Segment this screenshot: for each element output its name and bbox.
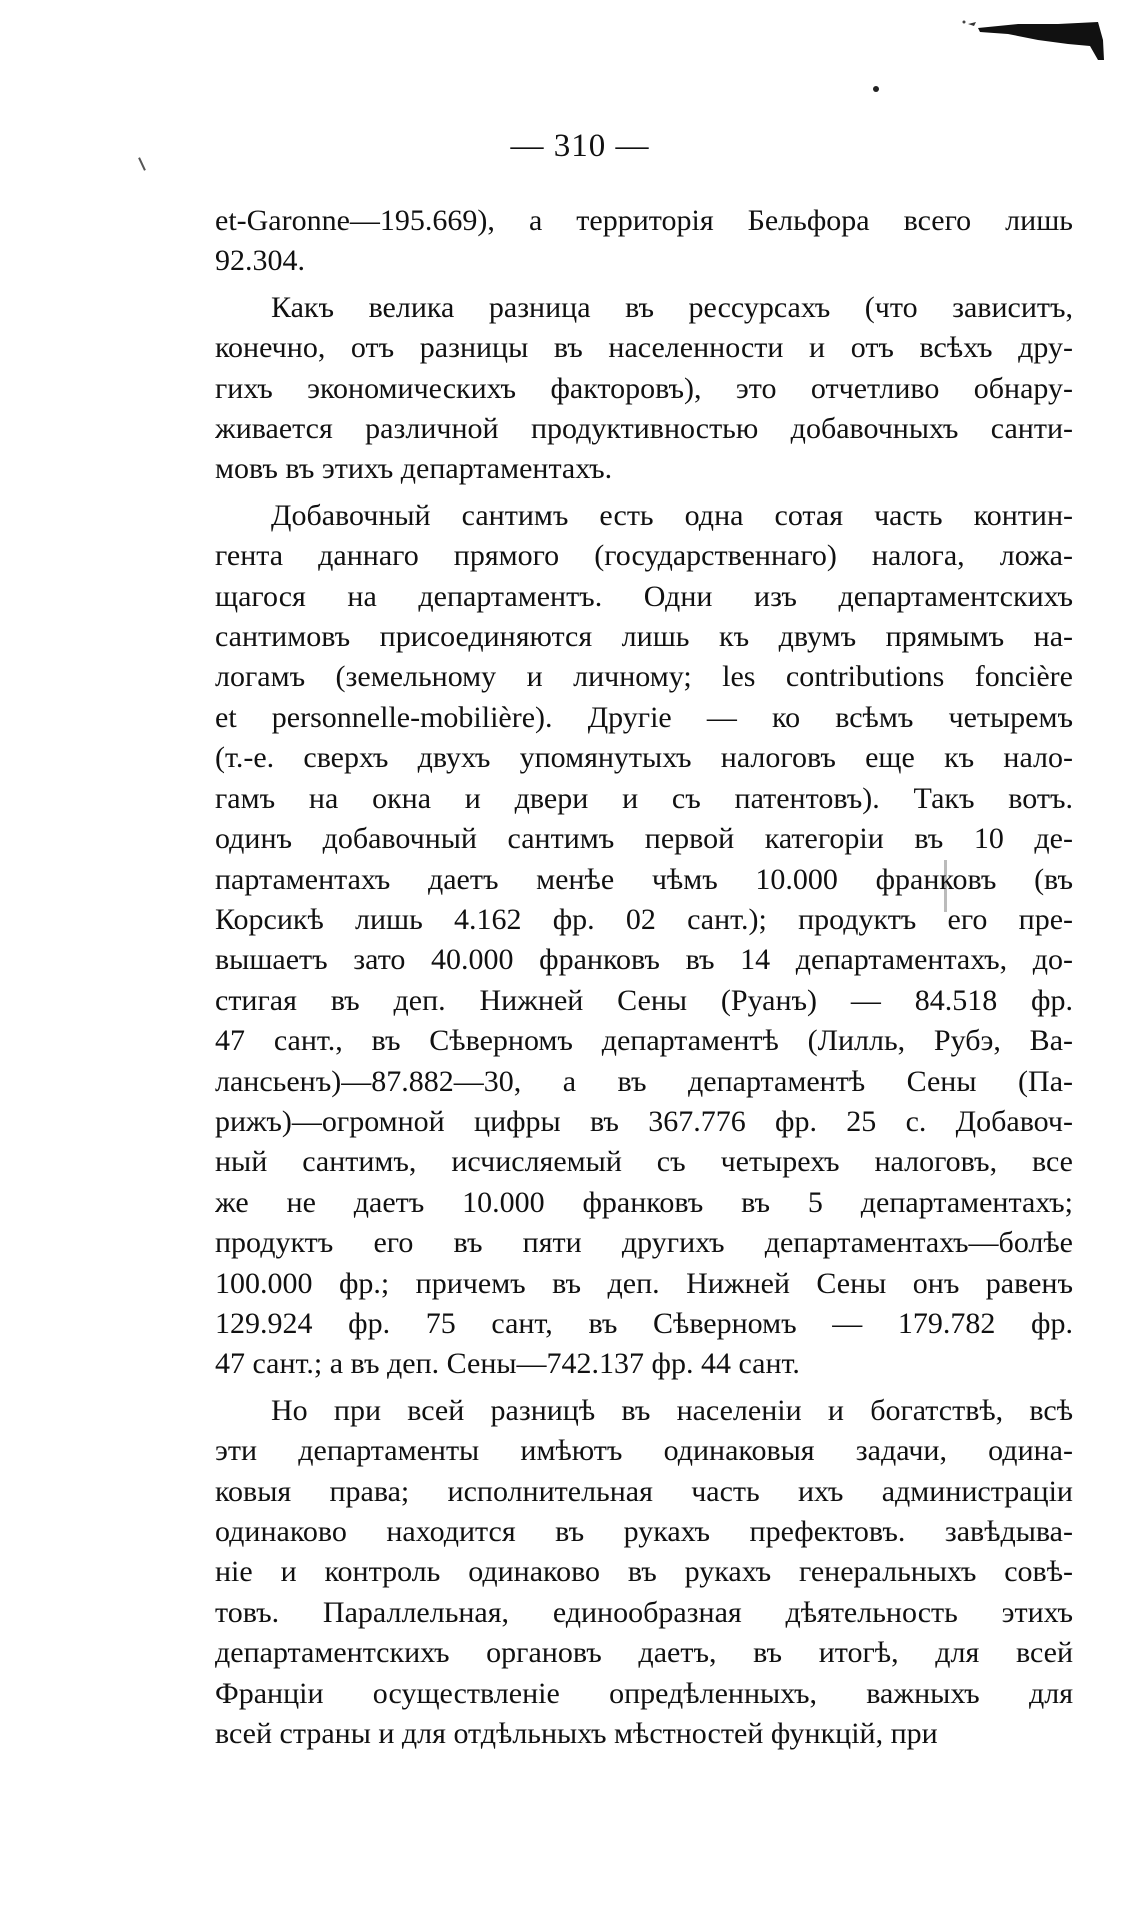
paragraph	[215, 1391, 1073, 1755]
scan-artifact-mark	[958, 10, 1108, 65]
text-line: вышаетъ зато 40.000 франковъ въ 14 департаментахъ, до-	[215, 943, 1073, 977]
text-line: мовъ въ этихъ департаментахъ.	[215, 452, 613, 486]
text-line: (т.-е. сверхъ двухъ упомянутыхъ налоговъ еще къ нало-	[215, 741, 1073, 775]
text-line: гамъ на окна и двери и съ патентовъ). Такъ вотъ.	[215, 781, 1073, 815]
text-line: одинаково находится въ рукахъ префектовъ. завѣдыва-	[215, 1515, 1073, 1548]
text-line: конечно, отъ разницы въ населенности и отъ всѣхъ дру-	[215, 331, 1073, 365]
text-line: стигая въ деп. Нижней Сены (Руанъ) — 84.518 фр.	[215, 983, 1073, 1017]
text-line: одинъ добавочный сантимъ первой категоріи въ 10 де-	[215, 822, 1073, 856]
text-line: ковыя права; исполнительная часть ихъ администраціи	[215, 1474, 1073, 1508]
text-line: рижъ)—огромной цифры въ 367.776 фр. 25 с. Добавоч-	[215, 1104, 1073, 1138]
text-line: гента даннаго прямого (государственнаго) налога, ложа-	[215, 539, 1073, 573]
text-line: 92.304.	[215, 244, 305, 278]
text-line: et personnelle-mobilière). Другіе — ко всѣмъ четыремъ	[215, 700, 1073, 734]
text-line: 47 сант., въ Сѣверномъ департаментѣ (Лилль, Рубэ, Ва-	[215, 1024, 1073, 1058]
text-line: продуктъ его въ пяти другихъ департаментахъ—болѣе	[215, 1226, 1073, 1260]
text-line: гихъ экономическихъ факторовъ), это отчетливо обнару-	[215, 371, 1073, 405]
paragraph	[215, 201, 1073, 282]
text-line: 100.000 фр.; причемъ въ деп. Нижней Сены онъ равенъ	[215, 1266, 1073, 1300]
paragraph	[215, 288, 1073, 490]
text-line: 47 сант.; а въ деп. Сены—742.137 фр. 44 сант.	[215, 1347, 800, 1381]
text-line: департаментскихъ органовъ даетъ, въ итогѣ, для всей	[215, 1636, 1073, 1670]
body-text	[215, 201, 1073, 1754]
text-line: товъ. Параллельная, единообразная дѣятельность этихъ	[215, 1595, 1073, 1629]
text-line: 129.924 фр. 75 сант, въ Сѣверномъ — 179.782 фр.	[215, 1306, 1073, 1340]
text-line: всей страны и для отдѣльныхъ мѣстностей функцій, при	[215, 1717, 938, 1751]
text-line: сантимовъ присоединяются лишь къ двумъ прямымъ на-	[215, 620, 1073, 654]
text-line: Но при всей разницѣ въ населеніи и богатствѣ, всѣ	[271, 1393, 1073, 1427]
text-line: Франціи осуществленіе опредѣленныхъ, важныхъ для	[215, 1676, 1073, 1710]
text-line: эти департаменты имѣютъ одинаковыя задачи, одина-	[215, 1434, 1073, 1468]
text-line: Какъ велика разница въ рессурсахъ (что зависитъ,	[271, 290, 1073, 324]
text-line: Добавочный сантимъ есть одна сотая часть контин-	[271, 498, 1073, 532]
text-line: Корсикѣ лишь 4.162 фр. 02 сант.); продуктъ его пре-	[215, 902, 1073, 936]
text-line: лансьенъ)—87.882—30, а въ департаментѣ Сены (Па-	[215, 1064, 1073, 1098]
text-line: же не даетъ 10.000 франковъ въ 5 департаментахъ;	[215, 1185, 1073, 1219]
page-number: — 310 —	[510, 128, 650, 164]
text-line: ный сантимъ, исчисляемый съ четырехъ налоговъ, все	[215, 1145, 1073, 1179]
text-line: логамъ (земельному и личному; les contributions foncière	[215, 660, 1073, 694]
paragraph	[215, 496, 1073, 1385]
scan-speck	[873, 86, 879, 92]
text-line: живается различной продуктивностью добавочныхъ санти-	[215, 412, 1073, 446]
text-line: et-Garonne—195.669), а территорія Бельфора всего лишь	[215, 204, 1073, 237]
text-line: ніе и контроль одинаково въ рукахъ генеральныхъ совѣ-	[215, 1555, 1073, 1589]
text-line: партаментахъ даетъ менѣе чѣмъ 10.000 франковъ (въ	[215, 862, 1073, 896]
text-line: щагося на департаментъ. Одни изъ департаментскихъ	[215, 579, 1073, 613]
